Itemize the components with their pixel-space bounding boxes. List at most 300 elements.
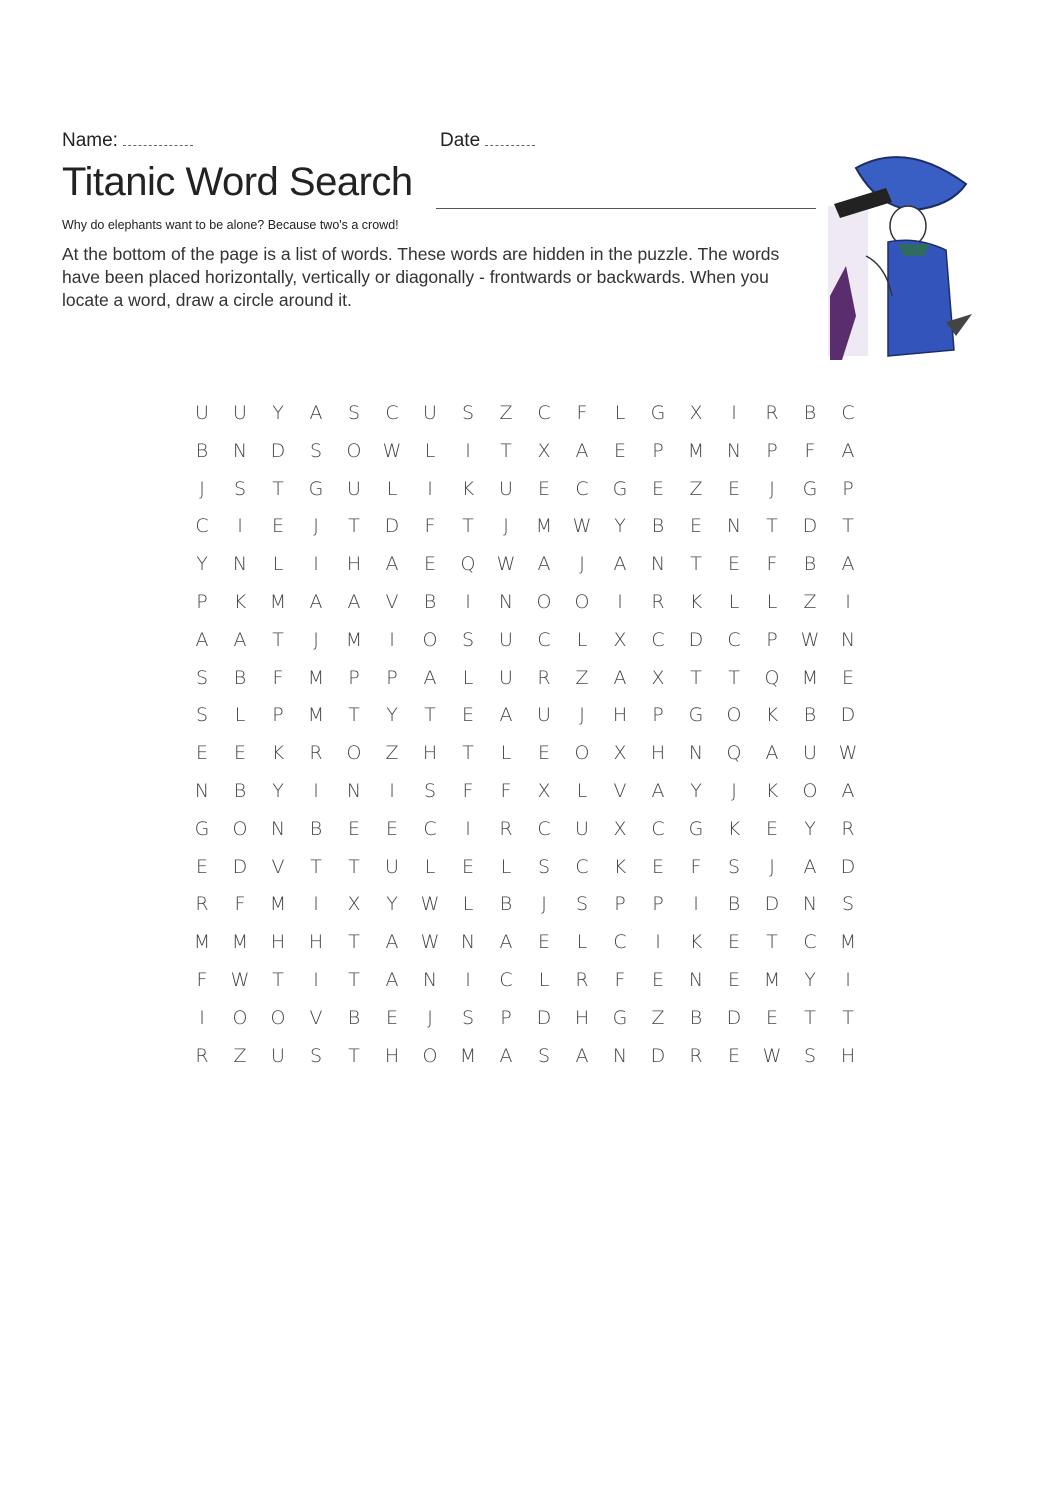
- puzzle-letter[interactable]: E: [385, 817, 398, 840]
- puzzle-letter[interactable]: U: [499, 628, 513, 651]
- puzzle-letter[interactable]: N: [840, 628, 856, 651]
- puzzle-letter[interactable]: N: [460, 931, 476, 954]
- puzzle-letter[interactable]: X: [537, 779, 551, 802]
- puzzle-letter[interactable]: H: [612, 704, 628, 727]
- puzzle-letter[interactable]: F: [766, 553, 778, 576]
- puzzle-letter[interactable]: O: [802, 779, 818, 802]
- puzzle-letter[interactable]: L: [576, 931, 588, 954]
- puzzle-letter[interactable]: I: [465, 817, 471, 840]
- puzzle-letter[interactable]: U: [385, 855, 399, 878]
- puzzle-letter[interactable]: R: [841, 817, 855, 840]
- puzzle-letter[interactable]: L: [728, 590, 740, 613]
- puzzle-letter[interactable]: A: [385, 553, 399, 576]
- puzzle-letter[interactable]: J: [503, 515, 509, 538]
- puzzle-letter[interactable]: S: [195, 666, 209, 689]
- puzzle-letter[interactable]: N: [346, 779, 362, 802]
- puzzle-letter[interactable]: K: [613, 855, 627, 878]
- puzzle-letter[interactable]: I: [731, 402, 737, 424]
- puzzle-letter[interactable]: M: [687, 439, 705, 462]
- puzzle-letter[interactable]: V: [613, 779, 627, 802]
- puzzle-letter[interactable]: W: [838, 742, 858, 765]
- puzzle-letter[interactable]: L: [766, 590, 778, 613]
- puzzle-letter[interactable]: A: [385, 968, 399, 991]
- puzzle-letter[interactable]: B: [347, 1006, 361, 1029]
- puzzle-letter[interactable]: J: [731, 779, 737, 802]
- puzzle-letter[interactable]: Z: [689, 477, 703, 500]
- puzzle-letter[interactable]: D: [840, 704, 856, 727]
- puzzle-letter[interactable]: B: [803, 704, 817, 727]
- puzzle-letter[interactable]: L: [576, 779, 588, 802]
- puzzle-letter[interactable]: W: [420, 931, 440, 954]
- puzzle-letter[interactable]: R: [575, 968, 589, 991]
- puzzle-letter[interactable]: N: [726, 515, 742, 538]
- puzzle-letter[interactable]: M: [269, 590, 287, 613]
- puzzle-letter[interactable]: D: [840, 855, 856, 878]
- puzzle-letter[interactable]: Z: [651, 1006, 665, 1029]
- puzzle-letter[interactable]: A: [347, 590, 361, 613]
- puzzle-letter[interactable]: C: [651, 817, 665, 840]
- puzzle-letter[interactable]: U: [499, 666, 513, 689]
- puzzle-letter[interactable]: Z: [385, 742, 399, 765]
- puzzle-letter[interactable]: O: [232, 817, 248, 840]
- puzzle-letter[interactable]: S: [195, 704, 209, 727]
- puzzle-letter[interactable]: K: [689, 931, 703, 954]
- puzzle-letter[interactable]: I: [465, 439, 471, 462]
- puzzle-letter[interactable]: I: [313, 968, 319, 991]
- puzzle-letter[interactable]: G: [650, 402, 666, 424]
- puzzle-letter[interactable]: E: [651, 855, 664, 878]
- puzzle-letter[interactable]: S: [803, 1044, 817, 1067]
- puzzle-letter[interactable]: Y: [386, 893, 398, 916]
- puzzle-letter[interactable]: L: [424, 439, 436, 462]
- puzzle-letter[interactable]: B: [233, 779, 247, 802]
- puzzle-letter[interactable]: X: [689, 402, 703, 424]
- puzzle-letter[interactable]: N: [232, 553, 248, 576]
- puzzle-letter[interactable]: W: [382, 439, 402, 462]
- puzzle-letter[interactable]: C: [575, 855, 589, 878]
- puzzle-letter[interactable]: J: [579, 704, 585, 727]
- puzzle-letter[interactable]: H: [308, 931, 324, 954]
- puzzle-letter[interactable]: Z: [575, 666, 589, 689]
- puzzle-letter[interactable]: F: [462, 779, 474, 802]
- puzzle-letter[interactable]: E: [727, 553, 740, 576]
- puzzle-letter[interactable]: U: [537, 704, 551, 727]
- puzzle-letter[interactable]: A: [841, 779, 855, 802]
- puzzle-letter[interactable]: O: [422, 1044, 438, 1067]
- puzzle-letter[interactable]: I: [313, 893, 319, 916]
- puzzle-letter[interactable]: I: [465, 590, 471, 613]
- puzzle-letter[interactable]: D: [650, 1044, 666, 1067]
- puzzle-letter[interactable]: F: [272, 666, 284, 689]
- puzzle-letter[interactable]: O: [726, 704, 742, 727]
- puzzle-letter[interactable]: M: [269, 893, 287, 916]
- puzzle-letter[interactable]: P: [652, 893, 664, 916]
- puzzle-letter[interactable]: S: [423, 779, 437, 802]
- puzzle-letter[interactable]: J: [579, 553, 585, 576]
- puzzle-letter[interactable]: X: [347, 893, 361, 916]
- puzzle-letter[interactable]: A: [309, 590, 323, 613]
- puzzle-letter[interactable]: I: [655, 931, 661, 954]
- puzzle-letter[interactable]: I: [427, 477, 433, 500]
- puzzle-letter[interactable]: T: [348, 1044, 360, 1067]
- puzzle-letter[interactable]: N: [232, 439, 248, 462]
- puzzle-letter[interactable]: G: [688, 817, 704, 840]
- puzzle-letter[interactable]: J: [313, 515, 319, 538]
- puzzle-letter[interactable]: T: [462, 742, 474, 765]
- puzzle-letter[interactable]: A: [423, 666, 437, 689]
- puzzle-letter[interactable]: R: [651, 590, 665, 613]
- puzzle-letter[interactable]: S: [727, 855, 741, 878]
- puzzle-letter[interactable]: R: [499, 817, 513, 840]
- puzzle-letter[interactable]: J: [199, 477, 205, 500]
- puzzle-letter[interactable]: E: [841, 666, 854, 689]
- puzzle-letter[interactable]: S: [461, 1006, 475, 1029]
- puzzle-letter[interactable]: D: [802, 515, 818, 538]
- puzzle-letter[interactable]: T: [348, 515, 360, 538]
- puzzle-letter[interactable]: O: [574, 590, 590, 613]
- puzzle-letter[interactable]: T: [272, 477, 284, 500]
- puzzle-letter[interactable]: M: [535, 515, 553, 538]
- puzzle-letter[interactable]: P: [348, 666, 360, 689]
- puzzle-letter[interactable]: M: [231, 931, 249, 954]
- puzzle-letter[interactable]: S: [537, 1044, 551, 1067]
- puzzle-letter[interactable]: I: [313, 779, 319, 802]
- puzzle-letter[interactable]: I: [693, 893, 699, 916]
- puzzle-letter[interactable]: G: [308, 477, 324, 500]
- puzzle-letter[interactable]: A: [195, 628, 209, 651]
- puzzle-letter[interactable]: G: [612, 477, 628, 500]
- puzzle-letter[interactable]: A: [803, 855, 817, 878]
- puzzle-letter[interactable]: L: [576, 628, 588, 651]
- puzzle-letter[interactable]: E: [727, 931, 740, 954]
- puzzle-letter[interactable]: C: [537, 402, 551, 424]
- puzzle-letter[interactable]: K: [689, 590, 703, 613]
- puzzle-letter[interactable]: O: [346, 439, 362, 462]
- puzzle-letter[interactable]: O: [574, 742, 590, 765]
- puzzle-letter[interactable]: B: [499, 893, 513, 916]
- puzzle-letter[interactable]: L: [462, 666, 474, 689]
- puzzle-letter[interactable]: P: [766, 439, 778, 462]
- date-blank[interactable]: [485, 131, 535, 146]
- puzzle-letter[interactable]: T: [424, 704, 436, 727]
- name-blank[interactable]: [123, 131, 193, 146]
- puzzle-letter[interactable]: J: [769, 855, 775, 878]
- puzzle-letter[interactable]: Y: [804, 817, 816, 840]
- puzzle-letter[interactable]: T: [766, 931, 778, 954]
- puzzle-letter[interactable]: M: [459, 1044, 477, 1067]
- puzzle-letter[interactable]: C: [423, 817, 437, 840]
- puzzle-letter[interactable]: L: [462, 893, 474, 916]
- puzzle-letter[interactable]: L: [386, 477, 398, 500]
- puzzle-letter[interactable]: L: [500, 855, 512, 878]
- puzzle-letter[interactable]: B: [309, 817, 323, 840]
- puzzle-letter[interactable]: D: [384, 515, 400, 538]
- puzzle-letter[interactable]: W: [496, 553, 516, 576]
- puzzle-letter[interactable]: B: [233, 666, 247, 689]
- puzzle-letter[interactable]: L: [234, 704, 246, 727]
- puzzle-letter[interactable]: S: [537, 855, 551, 878]
- puzzle-letter[interactable]: B: [195, 439, 209, 462]
- puzzle-letter[interactable]: G: [688, 704, 704, 727]
- puzzle-letter[interactable]: H: [346, 553, 362, 576]
- puzzle-letter[interactable]: B: [803, 402, 817, 424]
- puzzle-letter[interactable]: P: [652, 439, 664, 462]
- puzzle-letter[interactable]: F: [234, 893, 246, 916]
- puzzle-letter[interactable]: D: [764, 893, 780, 916]
- puzzle-letter[interactable]: S: [347, 402, 361, 424]
- puzzle-letter[interactable]: S: [309, 439, 323, 462]
- puzzle-letter[interactable]: L: [424, 855, 436, 878]
- puzzle-letter[interactable]: T: [462, 515, 474, 538]
- puzzle-letter[interactable]: A: [613, 553, 627, 576]
- puzzle-letter[interactable]: I: [199, 1006, 205, 1029]
- puzzle-letter[interactable]: I: [465, 968, 471, 991]
- puzzle-letter[interactable]: P: [386, 666, 398, 689]
- puzzle-letter[interactable]: E: [765, 1006, 778, 1029]
- puzzle-letter[interactable]: C: [537, 817, 551, 840]
- puzzle-letter[interactable]: E: [689, 515, 702, 538]
- puzzle-letter[interactable]: L: [538, 968, 550, 991]
- puzzle-letter[interactable]: W: [572, 515, 592, 538]
- puzzle-letter[interactable]: Q: [764, 666, 780, 689]
- puzzle-letter[interactable]: B: [651, 515, 665, 538]
- puzzle-letter[interactable]: N: [422, 968, 438, 991]
- puzzle-letter[interactable]: S: [233, 477, 247, 500]
- puzzle-letter[interactable]: Y: [272, 779, 284, 802]
- puzzle-letter[interactable]: F: [614, 968, 626, 991]
- puzzle-letter[interactable]: X: [613, 628, 627, 651]
- puzzle-letter[interactable]: K: [765, 704, 779, 727]
- puzzle-letter[interactable]: W: [800, 628, 820, 651]
- puzzle-letter[interactable]: O: [346, 742, 362, 765]
- puzzle-letter[interactable]: I: [617, 590, 623, 613]
- puzzle-letter[interactable]: W: [420, 893, 440, 916]
- puzzle-letter[interactable]: O: [536, 590, 552, 613]
- puzzle-letter[interactable]: T: [728, 666, 740, 689]
- puzzle-letter[interactable]: J: [313, 628, 319, 651]
- puzzle-letter[interactable]: C: [651, 628, 665, 651]
- puzzle-letter[interactable]: Y: [196, 553, 208, 576]
- puzzle-letter[interactable]: T: [690, 666, 702, 689]
- puzzle-letter[interactable]: E: [537, 477, 550, 500]
- puzzle-letter[interactable]: E: [195, 855, 208, 878]
- puzzle-letter[interactable]: H: [422, 742, 438, 765]
- puzzle-letter[interactable]: O: [422, 628, 438, 651]
- puzzle-letter[interactable]: E: [461, 855, 474, 878]
- puzzle-letter[interactable]: C: [499, 968, 513, 991]
- puzzle-letter[interactable]: F: [576, 402, 588, 424]
- puzzle-letter[interactable]: E: [423, 553, 436, 576]
- puzzle-letter[interactable]: N: [802, 893, 818, 916]
- puzzle-letter[interactable]: T: [310, 855, 322, 878]
- puzzle-letter[interactable]: H: [840, 1044, 856, 1067]
- puzzle-letter[interactable]: L: [500, 742, 512, 765]
- puzzle-letter[interactable]: K: [271, 742, 285, 765]
- puzzle-letter[interactable]: N: [194, 779, 210, 802]
- puzzle-letter[interactable]: L: [272, 553, 284, 576]
- puzzle-letter[interactable]: P: [500, 1006, 512, 1029]
- puzzle-letter[interactable]: M: [193, 931, 211, 954]
- puzzle-letter[interactable]: V: [385, 590, 399, 613]
- puzzle-letter[interactable]: T: [348, 855, 360, 878]
- puzzle-letter[interactable]: G: [194, 817, 210, 840]
- puzzle-letter[interactable]: U: [423, 402, 437, 424]
- puzzle-letter[interactable]: P: [272, 704, 284, 727]
- puzzle-letter[interactable]: C: [385, 402, 399, 424]
- puzzle-letter[interactable]: K: [765, 779, 779, 802]
- puzzle-letter[interactable]: C: [803, 931, 817, 954]
- puzzle-letter[interactable]: O: [270, 1006, 286, 1029]
- puzzle-letter[interactable]: I: [237, 515, 243, 538]
- puzzle-letter[interactable]: T: [348, 704, 360, 727]
- puzzle-letter[interactable]: D: [232, 855, 248, 878]
- puzzle-letter[interactable]: E: [537, 742, 550, 765]
- puzzle-letter[interactable]: E: [727, 968, 740, 991]
- puzzle-letter[interactable]: H: [650, 742, 666, 765]
- puzzle-letter[interactable]: C: [195, 515, 209, 538]
- puzzle-letter[interactable]: U: [233, 402, 247, 424]
- puzzle-letter[interactable]: E: [651, 968, 664, 991]
- puzzle-letter[interactable]: I: [389, 779, 395, 802]
- puzzle-letter[interactable]: X: [613, 742, 627, 765]
- puzzle-letter[interactable]: G: [802, 477, 818, 500]
- puzzle-letter[interactable]: E: [461, 704, 474, 727]
- puzzle-letter[interactable]: M: [839, 931, 857, 954]
- puzzle-letter[interactable]: Z: [233, 1044, 247, 1067]
- puzzle-letter[interactable]: H: [270, 931, 286, 954]
- puzzle-letter[interactable]: Z: [499, 402, 513, 424]
- puzzle-letter[interactable]: F: [690, 855, 702, 878]
- puzzle-letter[interactable]: V: [309, 1006, 323, 1029]
- puzzle-letter[interactable]: I: [845, 590, 851, 613]
- puzzle-letter[interactable]: I: [845, 968, 851, 991]
- puzzle-letter[interactable]: L: [614, 402, 626, 424]
- puzzle-letter[interactable]: M: [307, 704, 325, 727]
- puzzle-letter[interactable]: P: [652, 704, 664, 727]
- puzzle-letter[interactable]: U: [499, 477, 513, 500]
- puzzle-letter[interactable]: U: [803, 742, 817, 765]
- puzzle-letter[interactable]: E: [233, 742, 246, 765]
- puzzle-letter[interactable]: I: [313, 553, 319, 576]
- puzzle-letter[interactable]: E: [537, 931, 550, 954]
- puzzle-letter[interactable]: A: [613, 666, 627, 689]
- puzzle-letter[interactable]: S: [575, 893, 589, 916]
- puzzle-letter[interactable]: N: [498, 590, 514, 613]
- puzzle-letter[interactable]: B: [689, 1006, 703, 1029]
- puzzle-letter[interactable]: R: [195, 893, 209, 916]
- puzzle-letter[interactable]: A: [385, 931, 399, 954]
- puzzle-letter[interactable]: N: [270, 817, 286, 840]
- puzzle-letter[interactable]: Y: [690, 779, 702, 802]
- puzzle-letter[interactable]: W: [762, 1044, 782, 1067]
- puzzle-letter[interactable]: K: [727, 817, 741, 840]
- puzzle-letter[interactable]: E: [727, 477, 740, 500]
- puzzle-letter[interactable]: N: [688, 968, 704, 991]
- puzzle-letter[interactable]: A: [841, 553, 855, 576]
- puzzle-letter[interactable]: I: [389, 628, 395, 651]
- puzzle-letter[interactable]: P: [766, 628, 778, 651]
- puzzle-letter[interactable]: N: [650, 553, 666, 576]
- puzzle-letter[interactable]: T: [348, 931, 360, 954]
- puzzle-letter[interactable]: P: [614, 893, 626, 916]
- puzzle-letter[interactable]: H: [574, 1006, 590, 1029]
- puzzle-letter[interactable]: F: [500, 779, 512, 802]
- puzzle-letter[interactable]: J: [769, 477, 775, 500]
- puzzle-letter[interactable]: W: [230, 968, 250, 991]
- puzzle-letter[interactable]: X: [613, 817, 627, 840]
- puzzle-letter[interactable]: D: [270, 439, 286, 462]
- puzzle-letter[interactable]: B: [803, 553, 817, 576]
- puzzle-letter[interactable]: C: [841, 402, 855, 424]
- puzzle-letter[interactable]: E: [271, 515, 284, 538]
- puzzle-letter[interactable]: V: [271, 855, 285, 878]
- puzzle-letter[interactable]: C: [613, 931, 627, 954]
- puzzle-letter[interactable]: E: [765, 817, 778, 840]
- puzzle-letter[interactable]: T: [272, 628, 284, 651]
- puzzle-letter[interactable]: O: [232, 1006, 248, 1029]
- puzzle-letter[interactable]: Q: [726, 742, 742, 765]
- puzzle-letter[interactable]: A: [233, 628, 247, 651]
- puzzle-letter[interactable]: A: [499, 704, 513, 727]
- puzzle-letter[interactable]: Y: [614, 515, 626, 538]
- puzzle-letter[interactable]: F: [424, 515, 436, 538]
- puzzle-letter[interactable]: P: [842, 477, 854, 500]
- puzzle-letter[interactable]: G: [612, 1006, 628, 1029]
- puzzle-letter[interactable]: T: [690, 553, 702, 576]
- puzzle-letter[interactable]: E: [385, 1006, 398, 1029]
- puzzle-letter[interactable]: X: [537, 439, 551, 462]
- puzzle-letter[interactable]: A: [575, 1044, 589, 1067]
- puzzle-letter[interactable]: A: [499, 1044, 513, 1067]
- puzzle-letter[interactable]: Y: [804, 968, 816, 991]
- puzzle-letter[interactable]: N: [726, 439, 742, 462]
- puzzle-letter[interactable]: A: [651, 779, 665, 802]
- puzzle-letter[interactable]: C: [537, 628, 551, 651]
- puzzle-letter[interactable]: N: [688, 742, 704, 765]
- puzzle-letter[interactable]: D: [726, 1006, 742, 1029]
- puzzle-letter[interactable]: M: [801, 666, 819, 689]
- puzzle-letter[interactable]: J: [427, 1006, 433, 1029]
- puzzle-letter[interactable]: N: [612, 1044, 628, 1067]
- puzzle-letter[interactable]: T: [272, 968, 284, 991]
- puzzle-letter[interactable]: Z: [803, 590, 817, 613]
- puzzle-letter[interactable]: Y: [386, 704, 398, 727]
- puzzle-letter[interactable]: U: [195, 402, 209, 424]
- puzzle-letter[interactable]: E: [651, 477, 664, 500]
- puzzle-letter[interactable]: E: [727, 1044, 740, 1067]
- puzzle-letter[interactable]: R: [195, 1044, 209, 1067]
- puzzle-letter[interactable]: X: [651, 666, 665, 689]
- puzzle-letter[interactable]: U: [271, 1044, 285, 1067]
- puzzle-letter[interactable]: A: [575, 439, 589, 462]
- puzzle-letter[interactable]: J: [541, 893, 547, 916]
- puzzle-letter[interactable]: C: [727, 628, 741, 651]
- puzzle-letter[interactable]: R: [765, 402, 779, 424]
- puzzle-letter[interactable]: U: [575, 817, 589, 840]
- puzzle-letter[interactable]: D: [688, 628, 704, 651]
- puzzle-letter[interactable]: T: [348, 968, 360, 991]
- puzzle-letter[interactable]: B: [727, 893, 741, 916]
- puzzle-letter[interactable]: A: [499, 931, 513, 954]
- puzzle-letter[interactable]: E: [347, 817, 360, 840]
- puzzle-letter[interactable]: M: [345, 628, 363, 651]
- puzzle-letter[interactable]: A: [765, 742, 779, 765]
- puzzle-letter[interactable]: S: [841, 893, 855, 916]
- puzzle-letter[interactable]: E: [613, 439, 626, 462]
- puzzle-letter[interactable]: R: [537, 666, 551, 689]
- puzzle-letter[interactable]: R: [309, 742, 323, 765]
- puzzle-letter[interactable]: M: [763, 968, 781, 991]
